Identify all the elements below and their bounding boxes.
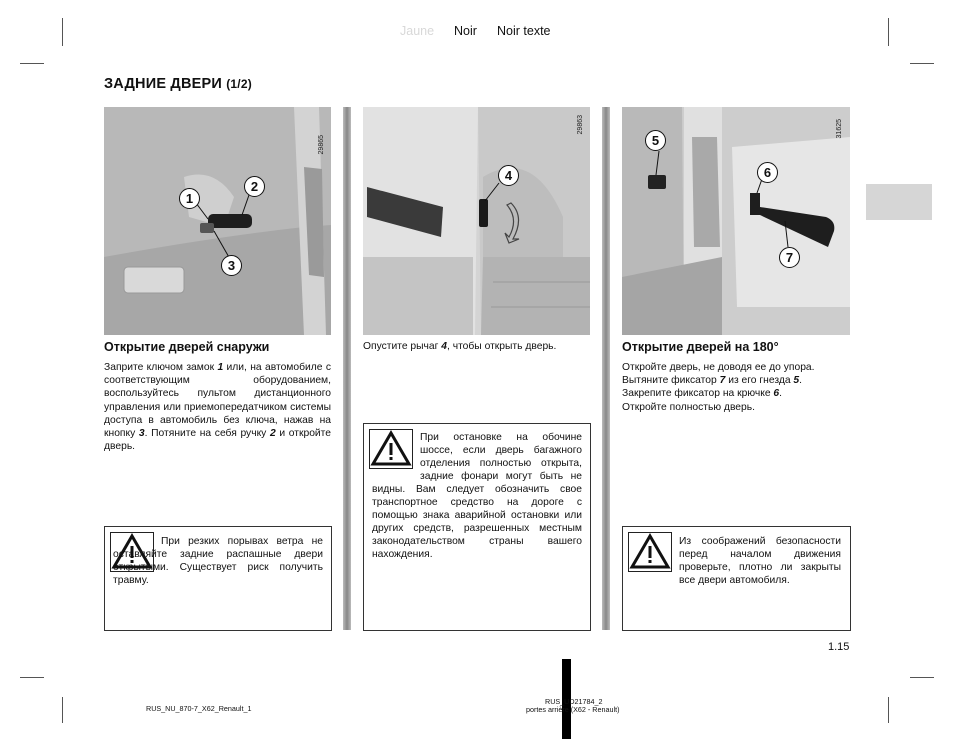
opening-180-instructions: Откройте дверь, не доводя ее до упора. Вытяните фиксатор 7 из его гнезда 5. Закрепите фиксатор на крючке 6. Откройте полностью дверь. [622,362,815,413]
crop-mark [910,63,934,64]
page-title-part: (1/2) [226,77,252,91]
footer-left: RUS_NU_870-7_X62_Renault_1 [146,704,252,713]
callout-7: 7 [779,247,800,268]
inside-instructions: Опустите рычаг 4, чтобы открыть дверь. [363,341,557,352]
illustration-outside-handle [104,107,331,335]
chapter-tab [866,184,932,220]
section-heading-180: Открытие дверей на 180° [622,340,779,354]
crop-mark [20,677,44,678]
ref-4: 4 [441,341,447,352]
illustration-inside-lever [363,107,590,335]
illustration-drawing [104,107,331,335]
illustration-drawing [363,107,590,335]
warning-text: При остановке на обочине шоссе, если дверь багажного отделения полностью открыта, задние фонари могут быть не видны. Вам следует обозначить свое транспортное средство на дороге с помощью знака аварийной остановки или других средств, разрешенных местным законодательством страны вашего нахождения. [372,432,582,560]
footer-right-line2: portes arrière (X62 - Renault) [526,705,620,714]
warning-box-wind [104,526,332,631]
color-label-noir-texte: Noir texte [497,24,551,38]
ref-7: 7 [719,375,726,387]
crop-mark [910,677,934,678]
ref-6: 6 [773,388,780,400]
ref-1: 1 [217,362,224,373]
warning-text: Из соображений безопасности перед началом движения проверьте, плотно ли закрыты все двери автомобиля. [679,536,841,586]
page-title-main: ЗАДНИЕ ДВЕРИ [104,76,222,92]
callout-3: 3 [221,255,242,276]
warning-box-doors-closed [622,526,851,631]
page-title [104,76,252,92]
footer-right-line1: RUS_UD21784_2 [545,697,603,706]
warning-icon [628,532,672,572]
ref-3: 3 [138,428,145,440]
callout-6: 6 [757,162,778,183]
color-label-jaune: Jaune [400,24,435,38]
color-label-noir: Noir [454,24,477,38]
warning-box-roadside [363,423,591,631]
illustration-door-retainer [622,107,850,335]
figure-code: 29865 [318,135,325,155]
column-separator [602,107,610,630]
callout-4: 4 [498,165,519,186]
figure-code: 31625 [836,119,843,139]
crop-mark [62,18,63,46]
figure-code: 29863 [577,115,584,135]
callout-1: 1 [179,188,200,209]
warning-text: При резких порывах ветра не оставляйте задние распашные двери открытыми. Существует риск получить травму. [113,536,323,586]
ref-5: 5 [793,375,800,387]
crop-mark [888,18,889,46]
callout-5: 5 [645,130,666,151]
crop-mark [62,697,63,723]
section-heading-outside: Открытие дверей снаружи [104,340,270,354]
column-separator [343,107,351,630]
callout-2: 2 [244,176,265,197]
crop-mark [888,697,889,723]
ref-2: 2 [269,428,276,440]
page-number: 1.15 [828,641,850,653]
outside-instructions: Заприте ключом замок 1 или, на автомобиле с соответствующим оборудованием, воспользуйтесь пультом дистанционного управления или приемопередатчиком системы доступа в автомобиль без ключа, нажав на кнопку 3. Потяните на себя ручку 2 и откройте дверь. [104,362,332,453]
crop-mark [20,63,44,64]
